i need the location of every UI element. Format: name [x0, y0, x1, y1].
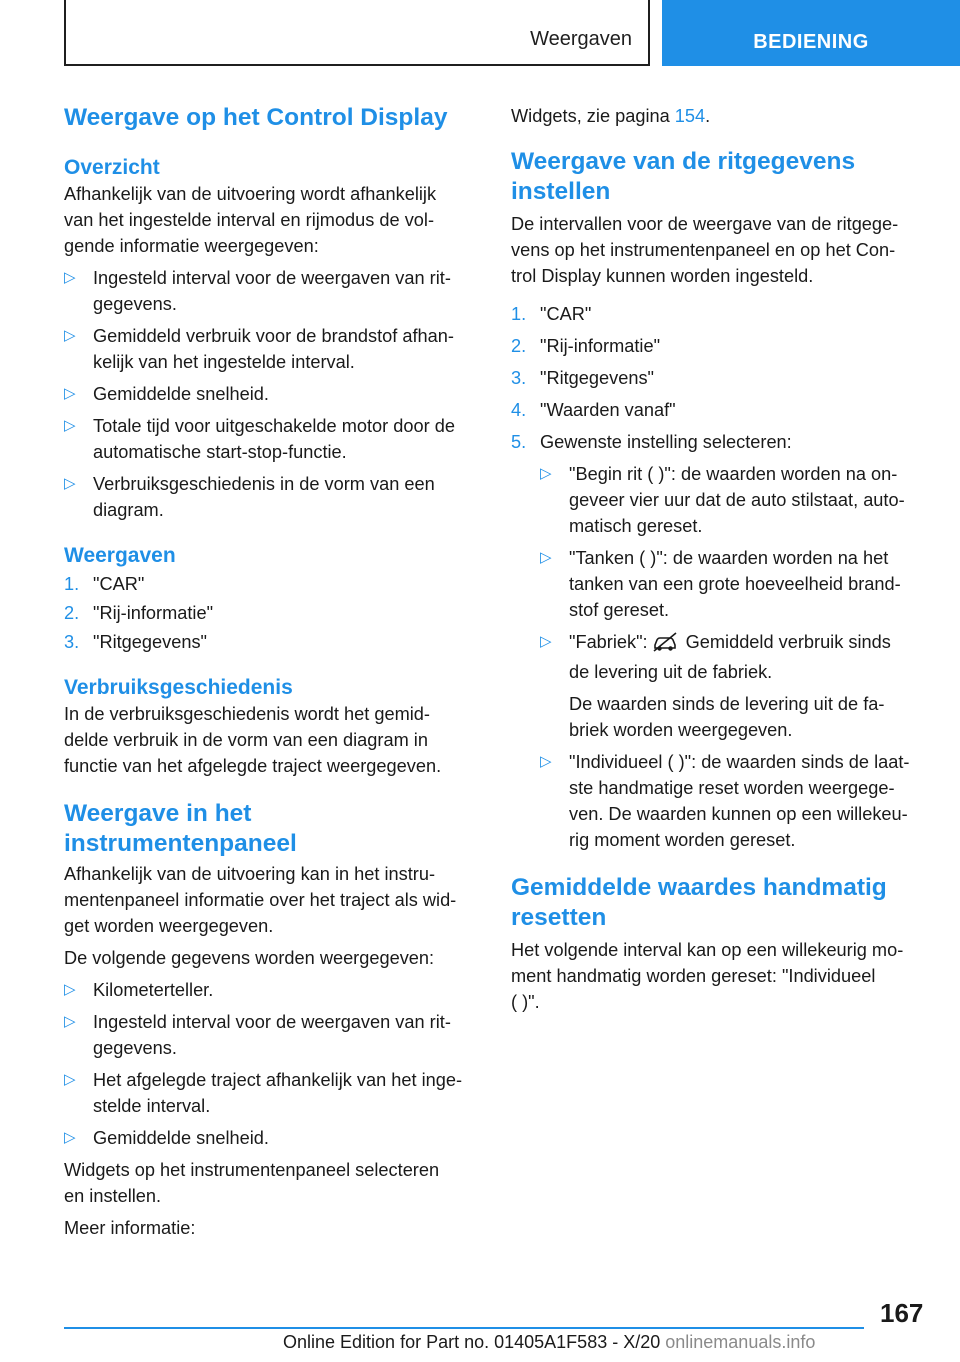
watermark: onlinemanuals.info — [665, 1332, 816, 1352]
heading-overzicht: Overzicht — [64, 156, 160, 179]
list-item: ▷ Het afgelegde traject afhankelijk van het inge- stelde interval. — [64, 1067, 484, 1119]
paragraph-meer-informatie: Meer informatie: — [64, 1218, 196, 1238]
paragraph-resetten: Het volgende interval kan op een willekeurig mo- ment handmatig worden gereset: "Individueel ( )". — [511, 940, 904, 1012]
footer-edition: Online Edition for Part no. 01405A1F583 - X/20 onlinemanuals.info — [283, 1332, 816, 1352]
list-item: ▷ Totale tijd voor uitgeschakelde motor door de automatische start-stop-functie. — [64, 413, 484, 465]
step-item: 3. "Ritgegevens" — [511, 368, 655, 388]
sub-bullet-list — [540, 461, 929, 853]
heading-gemiddelde-resetten: Gemiddelde waardes handmatig resetten — [511, 874, 887, 931]
heading-ritgegevens-instellen: Weergave van de ritgegevens instellen — [511, 148, 856, 205]
list-item: ▷ "Tanken ( )": de waarden worden na het tanken van een grote hoeveelheid brand- stof gereset. — [540, 545, 929, 623]
heading-control-display: Weergave op het Control Display — [64, 104, 448, 131]
paragraph-instrumentenpaneel: Afhankelijk van de uitvoering kan in het instru- mentenpaneel informatie over het traject als wid- get worden weergegeven. — [64, 864, 457, 936]
triangle-right-icon: ▷ — [64, 475, 76, 492]
triangle-right-icon: ▷ — [64, 1013, 76, 1030]
paragraph-ritgegevens: De intervallen voor de weergave van de ritgege- vens op het instrumentenpaneel en op het Con- trol Display kunnen worden ingesteld. — [511, 214, 899, 286]
list-item: ▷ Ingesteld interval voor de weergaven van rit- gegevens. — [64, 1009, 484, 1061]
triangle-right-icon: ▷ — [540, 465, 552, 482]
bullet-list-instrumentenpaneel — [64, 977, 484, 1151]
step-item: 4. "Waarden vanaf" — [511, 400, 676, 420]
paragraph-verbruiksgeschiedenis: In de verbruiksgeschiedenis wordt het gemid- delde verbruik in de vorm van een diagram in functie van het afgelegde traject weergegeven. — [64, 704, 442, 776]
header-box — [64, 0, 650, 66]
triangle-right-icon: ▷ — [64, 981, 76, 998]
step-item: 2. "Rij-informatie" — [511, 336, 661, 356]
footer-divider — [64, 1327, 864, 1329]
step-item: 1. "CAR" — [511, 304, 592, 324]
triangle-right-icon: ▷ — [64, 1129, 76, 1146]
list-item: ▷ "Fabriek": Gemiddeld verbruik sinds de levering uit de fabriek. De waarden sinds de levering uit de fa- briek worden weergegeven. — [540, 629, 929, 743]
header-chapter-tab: BEDIENING — [662, 0, 960, 66]
page-link[interactable]: 154 — [674, 106, 706, 126]
list-item: ▷ Gemiddelde snelheid. — [64, 381, 484, 407]
list-item: ▷ "Begin rit ( )": de waarden worden na on- geveer vier uur dat de auto stilstaat, auto- matisch gereset. — [540, 461, 929, 539]
list-item: ▷ Kilometerteller. — [64, 977, 484, 1003]
triangle-right-icon: ▷ — [540, 633, 552, 650]
step-item: 5. Gewenste instelling selecteren: ▷ "Begin rit ( )": de waarden worden na on- geveer vier uur dat de auto stilstaat, auto- matisch gereset. ▷ "Tanken ( )": de waarden worden na het tanken van een grote hoeveelheid brand- stof gereset. ▷ "Fabriek": Gemiddeld verbruik sinds de levering uit de fabriek. De waarden sinds de levering uit de fa- briek worden weergegeven. ▷ "Individueel ( )": de waarden sinds de laat- ste handmatige reset worden weergege- ven. De waarden kunnen op een willekeu- rig moment worden gereset. — [511, 429, 929, 853]
bullet-list-overzicht — [64, 265, 484, 523]
page-number: 167 — [880, 1298, 924, 1328]
triangle-right-icon: ▷ — [64, 269, 76, 286]
heading-instrumentenpaneel: Weergave in het instrumentenpaneel — [64, 800, 297, 857]
step-item: 3. "Ritgegevens" — [64, 632, 208, 652]
left-column — [64, 100, 484, 1241]
triangle-right-icon: ▷ — [540, 549, 552, 566]
list-item: ▷ Gemiddelde snelheid. — [64, 1125, 484, 1151]
heading-verbruiksgeschiedenis: Verbruiksgeschiedenis — [64, 676, 293, 699]
paragraph-widgets: Widgets op het instrumentenpaneel selecteren en instellen. — [64, 1160, 440, 1206]
paragraph-overzicht: Afhankelijk van de uitvoering wordt afhankelijk van het ingestelde interval en rijmodus de vol- gende informatie weergegeven: — [64, 184, 437, 256]
triangle-right-icon: ▷ — [64, 385, 76, 402]
paragraph-volgende-gegevens: De volgende gegevens worden weergegeven: — [64, 948, 435, 968]
list-item: ▷ "Individueel ( )": de waarden sinds de laat- ste handmatige reset worden weergege- ven. De waarden kunnen op een willekeu- rig moment worden gereset. — [540, 749, 929, 853]
steps-ritgegevens — [511, 301, 929, 853]
triangle-right-icon: ▷ — [64, 417, 76, 434]
list-item: ▷ Gemiddeld verbruik voor de brandstof afhan- kelijk van het ingestelde interval. — [64, 323, 484, 375]
header-section-title: Weergaven — [530, 28, 632, 50]
right-column — [511, 100, 929, 1015]
step-item: 1. "CAR" — [64, 574, 145, 594]
list-item: ▷ Verbruiksgeschiedenis in de vorm van een diagram. — [64, 471, 484, 523]
triangle-right-icon: ▷ — [64, 327, 76, 344]
step-item: 2. "Rij-informatie" — [64, 603, 214, 623]
paragraph-widgets-reference: Widgets, zie pagina 154. — [511, 106, 711, 126]
car-crossed-icon — [652, 632, 678, 659]
steps-weergaven — [64, 571, 484, 655]
heading-weergaven: Weergaven — [64, 544, 176, 567]
triangle-right-icon: ▷ — [64, 1071, 76, 1088]
triangle-right-icon: ▷ — [540, 753, 552, 770]
list-item: ▷ Ingesteld interval voor de weergaven van rit- gegevens. — [64, 265, 484, 317]
